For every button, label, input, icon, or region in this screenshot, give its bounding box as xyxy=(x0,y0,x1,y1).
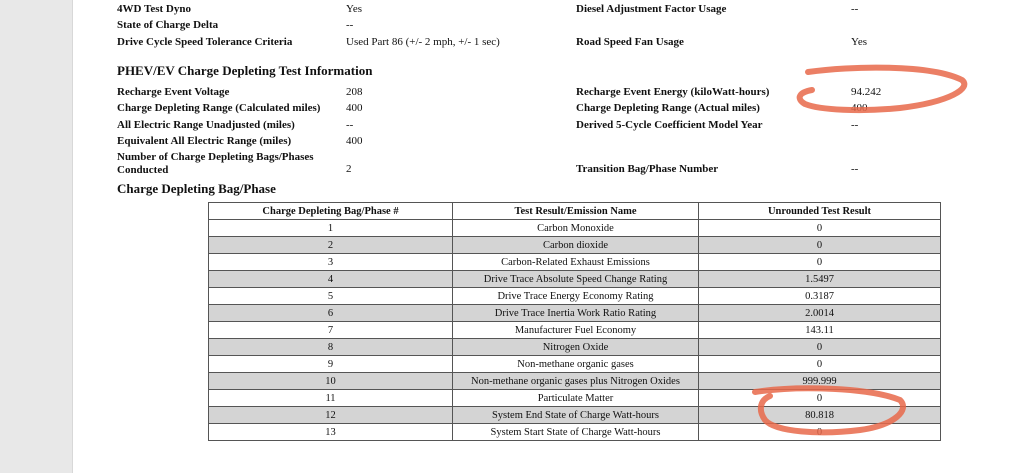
table-cell: 80.818 xyxy=(699,407,941,424)
field-value: 400 xyxy=(851,102,868,114)
table-row xyxy=(209,424,941,441)
info-row xyxy=(73,19,1024,35)
table-cell: 8 xyxy=(209,339,453,356)
table-header-row xyxy=(209,203,941,220)
field-label: State of Charge Delta xyxy=(117,19,219,31)
table-cell: 2.0014 xyxy=(699,305,941,322)
table-row xyxy=(209,390,941,407)
field-value: Yes xyxy=(851,36,868,48)
table-row xyxy=(209,407,941,424)
table-cell: 0 xyxy=(699,339,941,356)
info-row xyxy=(73,102,1024,118)
table-cell: Drive Trace Energy Economy Rating xyxy=(453,288,699,305)
table-cell: Non-methane organic gases plus Nitrogen Oxides xyxy=(453,373,699,390)
table-cell: 9 xyxy=(209,356,453,373)
field-value: 208 xyxy=(346,86,363,98)
table-cell: 6 xyxy=(209,305,453,322)
field-value: -- xyxy=(346,119,354,131)
field-value: 94.242 xyxy=(851,86,882,98)
table-cell: Particulate Matter xyxy=(453,390,699,407)
field-value: -- xyxy=(851,3,859,15)
field-label: Road Speed Fan Usage xyxy=(576,36,684,48)
field-value: 400 xyxy=(346,102,363,114)
column-header: Test Result/Emission Name xyxy=(453,203,699,220)
column-header: Charge Depleting Bag/Phase # xyxy=(209,203,453,220)
field-label: Charge Depleting Range (Actual miles) xyxy=(576,102,760,114)
field-value: -- xyxy=(346,19,354,31)
bag-phase-table xyxy=(208,202,941,441)
table-cell: System Start State of Charge Watt-hours xyxy=(453,424,699,441)
table-cell: 5 xyxy=(209,288,453,305)
table-cell: 0 xyxy=(699,237,941,254)
table-row xyxy=(209,373,941,390)
table-cell: 143.11 xyxy=(699,322,941,339)
table-row xyxy=(209,254,941,271)
field-label: Transition Bag/Phase Number xyxy=(576,163,719,175)
table-cell: 3 xyxy=(209,254,453,271)
table-cell: Nitrogen Oxide xyxy=(453,339,699,356)
table-row xyxy=(209,356,941,373)
field-value: Yes xyxy=(346,3,363,15)
table-cell: 0 xyxy=(699,220,941,237)
table-row xyxy=(209,339,941,356)
table-cell: 1 xyxy=(209,220,453,237)
field-label: Number of Charge Depleting Bags/Phases Conducted xyxy=(117,151,314,176)
info-row xyxy=(73,36,1024,52)
field-value: Used Part 86 (+/- 2 mph, +/- 1 sec) xyxy=(346,36,500,48)
table-cell: 1.5497 xyxy=(699,271,941,288)
info-row xyxy=(73,151,1024,179)
table-row xyxy=(209,271,941,288)
table-cell: 2 xyxy=(209,237,453,254)
info-row xyxy=(73,86,1024,102)
field-label: Equivalent All Electric Range (miles) xyxy=(117,135,292,147)
table-cell: 0 xyxy=(699,356,941,373)
table-cell: 0 xyxy=(699,254,941,271)
table-cell: 4 xyxy=(209,271,453,288)
field-value: -- xyxy=(851,119,859,131)
table-cell: 0.3187 xyxy=(699,288,941,305)
table-cell: 999.999 xyxy=(699,373,941,390)
info-row xyxy=(73,119,1024,135)
table-cell: 7 xyxy=(209,322,453,339)
field-value: -- xyxy=(851,163,859,175)
field-label: Recharge Event Voltage xyxy=(117,86,230,98)
table-cell: 13 xyxy=(209,424,453,441)
field-label: Derived 5-Cycle Coefficient Model Year xyxy=(576,119,763,131)
info-row xyxy=(73,3,1024,19)
section-title-phev: PHEV/EV Charge Depleting Test Information xyxy=(117,63,373,78)
table-cell: System End State of Charge Watt-hours xyxy=(453,407,699,424)
table-cell: Carbon Monoxide xyxy=(453,220,699,237)
info-row xyxy=(73,135,1024,151)
table-row xyxy=(209,305,941,322)
table-row xyxy=(209,322,941,339)
table-row xyxy=(209,220,941,237)
section-title-bag-phase: Charge Depleting Bag/Phase xyxy=(117,181,276,196)
document-page xyxy=(72,0,1024,473)
table-cell: Carbon-Related Exhaust Emissions xyxy=(453,254,699,271)
table-row xyxy=(209,288,941,305)
table-cell: 0 xyxy=(699,390,941,407)
field-label: Diesel Adjustment Factor Usage xyxy=(576,3,727,15)
field-value: 400 xyxy=(346,135,363,147)
table-cell: Drive Trace Absolute Speed Change Rating xyxy=(453,271,699,288)
table-cell: 0 xyxy=(699,424,941,441)
table-cell: 11 xyxy=(209,390,453,407)
field-value: 2 xyxy=(346,163,352,175)
table-cell: Carbon dioxide xyxy=(453,237,699,254)
table-cell: 12 xyxy=(209,407,453,424)
field-label: All Electric Range Unadjusted (miles) xyxy=(117,119,295,131)
field-label: Charge Depleting Range (Calculated miles) xyxy=(117,102,321,114)
field-label: 4WD Test Dyno xyxy=(117,3,191,15)
table-row xyxy=(209,237,941,254)
table-cell: Drive Trace Inertia Work Ratio Rating xyxy=(453,305,699,322)
table-cell: Non-methane organic gases xyxy=(453,356,699,373)
column-header: Unrounded Test Result xyxy=(699,203,941,220)
table-cell: Manufacturer Fuel Economy xyxy=(453,322,699,339)
table-cell: 10 xyxy=(209,373,453,390)
field-label: Drive Cycle Speed Tolerance Criteria xyxy=(117,36,293,48)
field-label: Recharge Event Energy (kiloWatt-hours) xyxy=(576,86,770,98)
